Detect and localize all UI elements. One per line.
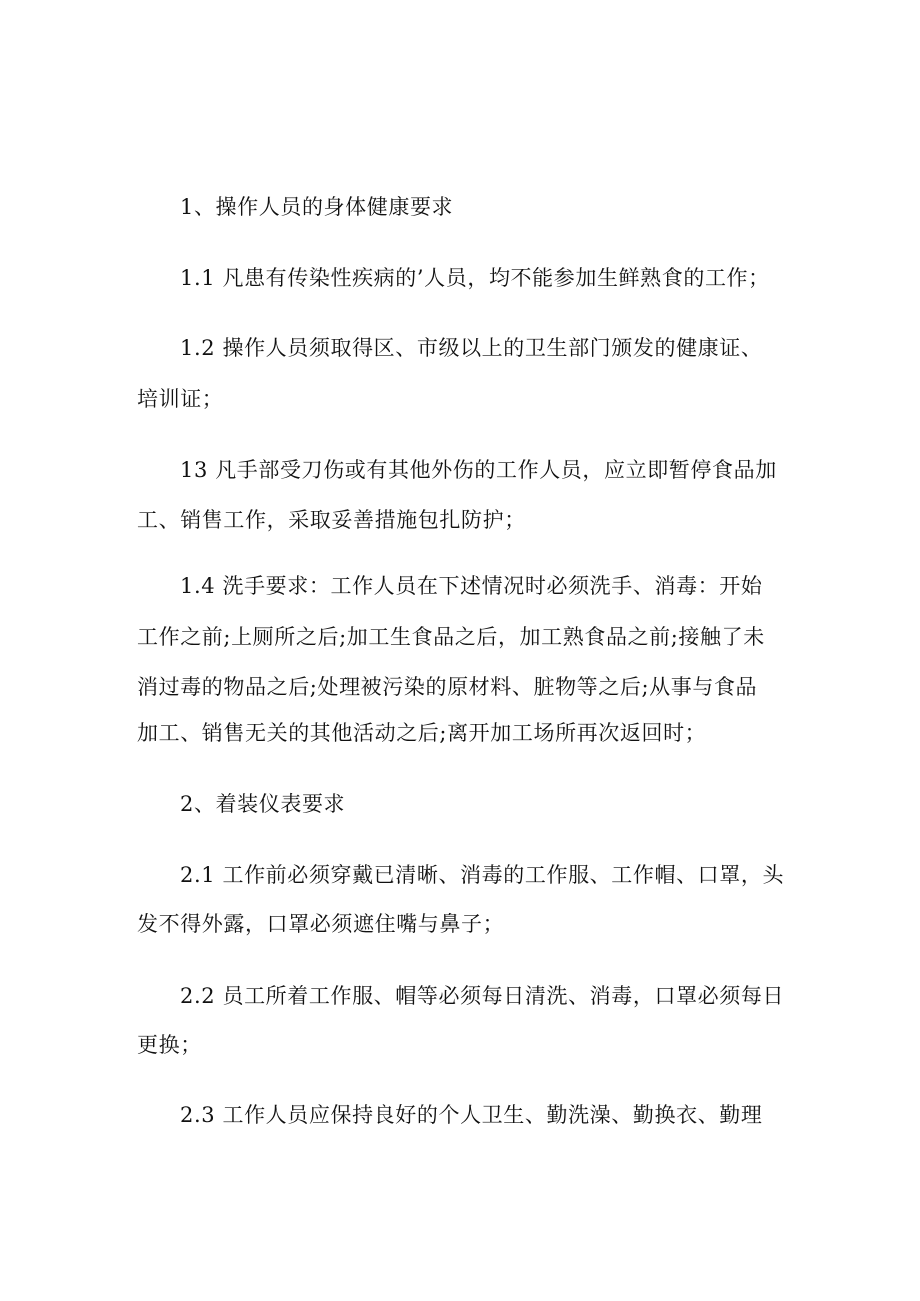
section-heading-2: 2、着装仪表要求 xyxy=(180,792,346,816)
paragraph-1-4-line-1: 1.4 洗手要求：工作人员在下述情况时必须洗手、消毒：开始 xyxy=(180,574,763,598)
paragraph-2-2-line-1: 2.2 员工所着工作服、帽等必须每日清洗、消毒，口罩必须每日 xyxy=(180,984,785,1008)
paragraph-2-1-line-1: 2.1 工作前必须穿戴已清晰、消毒的工作服、工作帽、口罩，头 xyxy=(180,863,785,887)
paragraph-2-3-line-1: 2.3 工作人员应保持良好的个人卫生、勤洗澡、勤换衣、勤理 xyxy=(180,1103,763,1127)
paragraph-1-2-line-1: 1.2 操作人员须取得区、市级以上的卫生部门颁发的健康证、 xyxy=(180,336,763,360)
paragraph-2-2-line-2: 更换； xyxy=(137,1033,202,1057)
paragraph-1-1-line-1: 1.1 凡患有传染性疾病的’人员，均不能参加生鲜熟食的工作； xyxy=(180,266,770,290)
paragraph-1-2-line-2: 培训证； xyxy=(137,387,224,411)
paragraph-2-1-line-2: 发不得外露，口罩必须遮住嘴与鼻子； xyxy=(137,912,505,936)
paragraph-1-4-line-2: 工作之前;上厕所之后;加工生食品之后，加工熟食品之前;接触了未 xyxy=(137,625,765,649)
paragraph-1-4-line-3: 消过毒的物品之后;处理被污染的原材料、脏物等之后;从事与食品 xyxy=(137,675,758,699)
paragraph-1-4-line-4: 加工、销售无关的其他活动之后;离开加工场所再次返回时； xyxy=(137,721,707,745)
paragraph-1-3-line-2: 工、销售工作，采取妥善措施包扎防护； xyxy=(137,508,526,532)
paragraph-1-3-line-1: 13 凡手部受刀伤或有其他外伤的工作人员，应立即暂停食品加 xyxy=(180,458,777,482)
section-heading-1: 1、操作人员的身体健康要求 xyxy=(180,195,454,219)
